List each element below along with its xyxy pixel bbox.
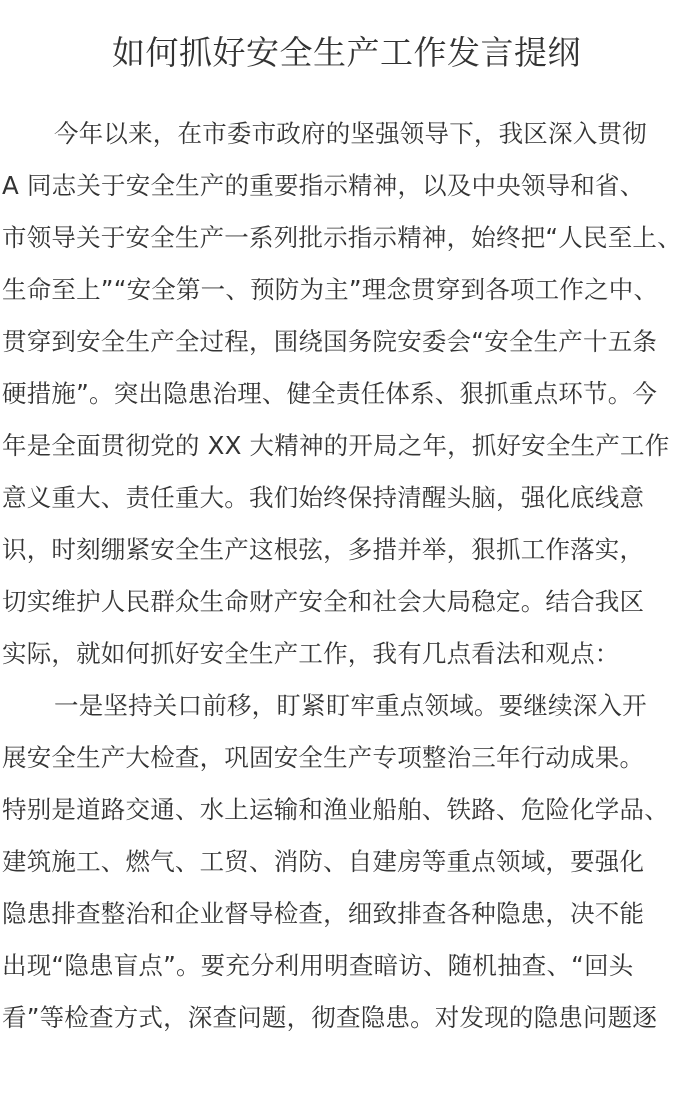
paragraph-line: 建筑施工、燃气、工贸、消防、自建房等重点领域，要强化 [2,847,645,876]
paragraph-line: 特别是道路交通、水上运输和渔业船舶、铁路、危险化学品、 [2,795,669,824]
paragraph-line: 今年以来，在市委市政府的坚强领导下，我区深入贯彻 [54,119,647,148]
paragraph-line: 年是全面贯彻党的 XX 大精神的开局之年，抓好安全生产工作 [2,431,670,460]
document-body [2,108,693,1044]
paragraph-line: 一是坚持关口前移，盯紧盯牢重点领域。要继续深入开 [54,691,647,720]
paragraph-line: 隐患排查整治和企业督导检查，细致排查各种隐患，决不能 [2,899,645,928]
paragraph-line: 出现“隐患盲点”。要充分利用明查暗访、随机抽查、“回头 [2,951,634,980]
paragraph-line: 意义重大、责任重大。我们始终保持清醒头脑，强化底线意 [2,483,645,512]
paragraph-line: 实际，就如何抓好安全生产工作，我有几点看法和观点： [2,639,620,668]
paragraph-line: 生命至上”“安全第一、预防为主”理念贯穿到各项工作之中、 [2,275,659,304]
paragraph-line: 展安全生产大检查，巩固安全生产专项整治三年行动成果。 [2,743,645,772]
paragraph-line: 市领导关于安全生产一系列批示指示精神，始终把“人民至上、 [2,223,682,252]
paragraph-line: 看”等检查方式，深查问题，彻查隐患。对发现的隐患问题逐 [2,1003,658,1032]
paragraph-line: 贯穿到安全生产全过程，围绕国务院安委会“安全生产十五条 [2,327,658,356]
paragraph-line: 切实维护人民群众生命财产安全和社会大局稳定。结合我区 [2,587,645,616]
document-title: 如何抓好安全生产工作发言提纲 [112,33,581,72]
paragraph-line: A 同志关于安全生产的重要指示精神，以及中央领导和省、 [2,171,645,200]
paragraph-line: 识，时刻绷紧安全生产这根弦，多措并举，狠抓工作落实， [2,535,645,564]
paragraph-line: 硬措施”。突出隐患治理、健全责任体系、狠抓重点环节。今 [2,379,658,408]
